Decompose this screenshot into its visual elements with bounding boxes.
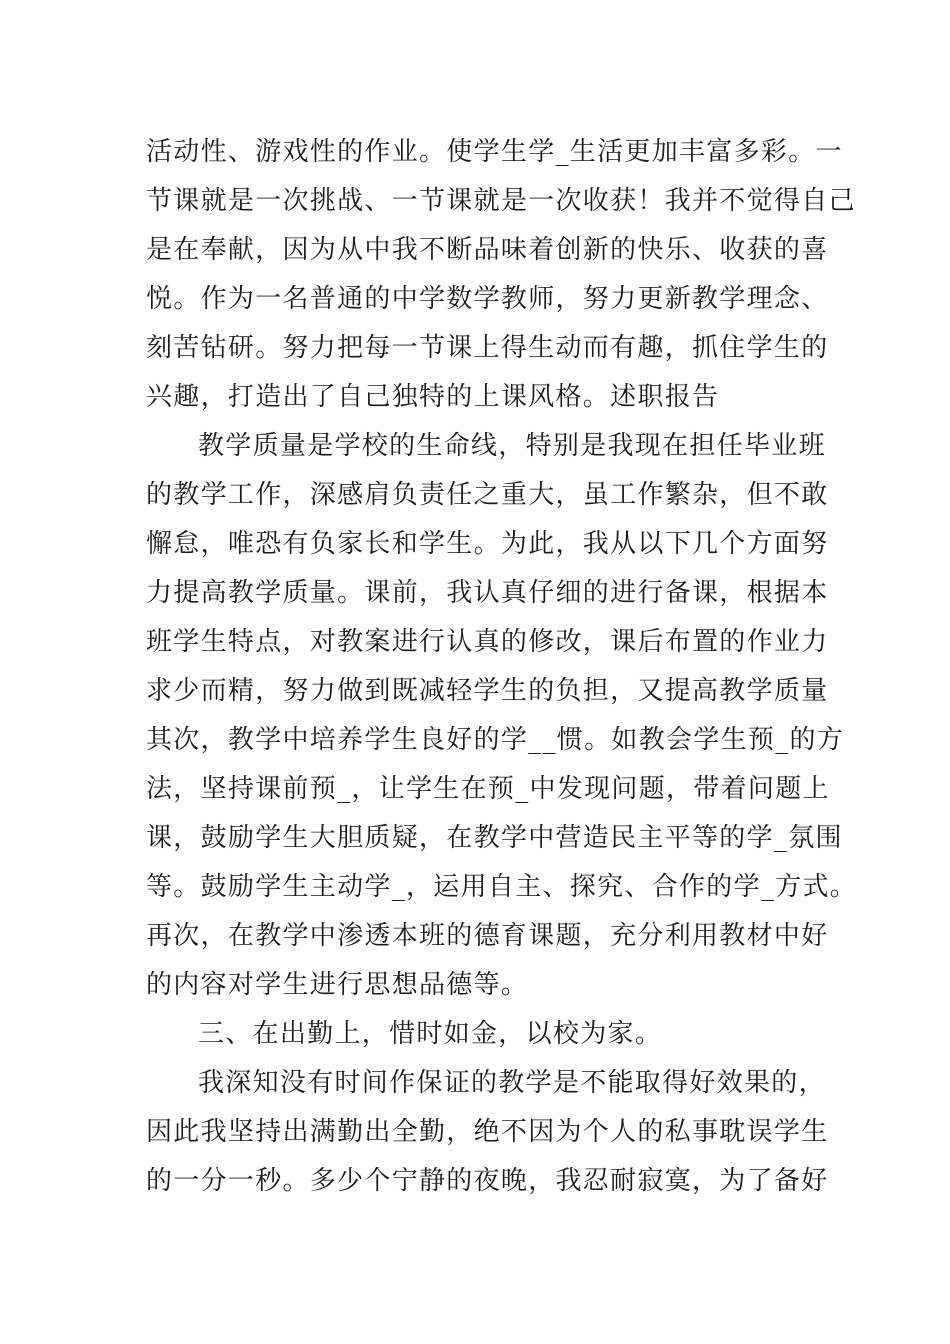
text-line: 课，鼓励学生大胆质疑，在教学中营造民主平等的学_氛围 [146, 823, 843, 853]
text-line: 兴趣，打造出了自己独特的上课风格。述职报告 [146, 382, 720, 412]
text-line: 活动性、游戏性的作业。使学生学_生活更加丰富多彩。一 [146, 137, 843, 167]
section-heading: 三、在出勤上，惜时如金，以校为家。 [198, 1019, 663, 1049]
text-line: 求少而精，努力做到既减轻学生的负担，又提高教学质量 [146, 676, 829, 706]
text-line: 力提高教学质量。课前，我认真仔细的进行备课，根据本 [146, 578, 829, 608]
text-line: 悦。作为一名普通的中学数学教师，努力更新教学理念、 [146, 284, 829, 314]
text-line: 是在奉献，因为从中我不断品味着创新的快乐、收获的喜 [146, 235, 829, 265]
text-line: 的内容对学生进行思想品德等。 [146, 970, 529, 1000]
document-body [146, 128, 858, 1206]
text-line: 其次，教学中培养学生良好的学__惯。如教会学生预_的方 [146, 725, 845, 755]
text-line: 节课就是一次挑战、一节课就是一次收获！我并不觉得自己 [146, 186, 856, 216]
text-line: 等。鼓励学生主动学_，运用自主、探究、合作的学_方式。 [146, 872, 858, 902]
text-line: 班学生特点，对教案进行认真的修改，课后布置的作业力 [146, 627, 829, 657]
text-line: 的一分一秒。多少个宁静的夜晚，我忍耐寂寞，为了备好 [146, 1166, 829, 1196]
text-line: 因此我坚持出满勤出全勤，绝不因为个人的私事耽误学生 [146, 1117, 829, 1147]
text-line: 的教学工作，深感肩负责任之重大，虽工作繁杂，但不敢 [146, 480, 829, 510]
text-line: 法，坚持课前预_，让学生在预_中发现问题，带着问题上 [146, 774, 830, 804]
paragraph-start-line: 我深知没有时间作保证的教学是不能取得好效果的， [198, 1068, 826, 1098]
paragraph-start-line: 教学质量是学校的生命线，特别是我现在担任毕业班 [198, 431, 826, 461]
text-line: 再次，在教学中渗透本班的德育课题，充分利用教材中好 [146, 921, 829, 951]
text-line: 刻苦钻研。努力把每一节课上得生动而有趣，抓住学生的 [146, 333, 829, 363]
text-line: 懈怠，唯恐有负家长和学生。为此，我从以下几个方面努 [146, 529, 829, 559]
